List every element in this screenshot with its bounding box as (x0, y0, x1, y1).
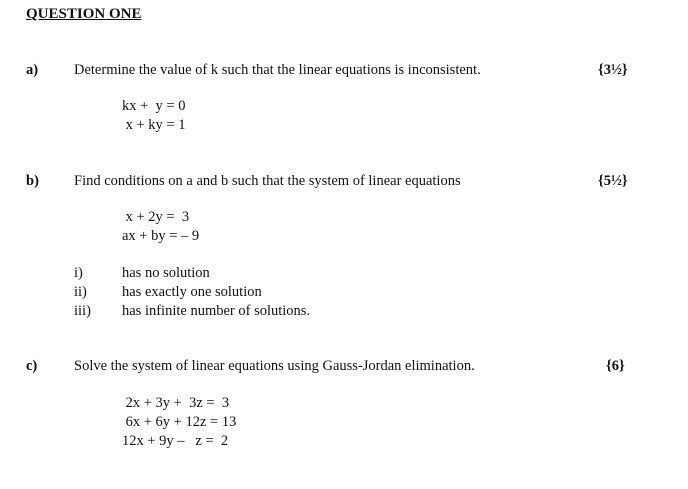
question-c-marks: {6} (606, 358, 625, 374)
equation-line: 12x + 9y – z = 2 (122, 433, 229, 449)
page-title: QUESTION ONE (26, 6, 142, 22)
question-c-equations (122, 394, 236, 451)
question-b-label: b) (26, 173, 39, 189)
question-a-marks: {3½} (598, 62, 628, 78)
question-b-marks: {5½} (598, 173, 628, 189)
question-c-text: Solve the system of linear equations using Gauss-Jordan elimination. (74, 358, 475, 374)
subpart-number: iii) (74, 303, 91, 319)
subpart-number: ii) (74, 284, 87, 300)
question-b-subparts (74, 264, 310, 321)
equation-line: kx + y = 0 (122, 98, 186, 114)
question-a-equations (122, 97, 185, 135)
equation-line: ax + by = – 9 (122, 228, 200, 244)
subpart-text: has no solution (122, 265, 210, 281)
question-c-label: c) (26, 358, 38, 374)
equation-line: 2x + 3y + 3z = 3 (122, 395, 230, 411)
subpart-text: has exactly one solution (122, 284, 262, 300)
question-b-equations (122, 208, 199, 246)
question-a-text: Determine the value of k such that the linear equations is inconsistent. (74, 62, 481, 78)
subpart-text: has infinite number of solutions. (122, 303, 311, 319)
equation-line: 6x + 6y + 12z = 13 (122, 414, 237, 430)
subpart-row (74, 283, 310, 302)
equation-line: x + ky = 1 (122, 117, 186, 133)
question-a-label: a) (26, 62, 39, 78)
equation-line: x + 2y = 3 (122, 209, 190, 225)
subpart-row (74, 302, 310, 321)
subpart-row (74, 264, 310, 283)
subpart-number: i) (74, 265, 83, 281)
question-b-text: Find conditions on a and b such that the system of linear equations (74, 173, 461, 189)
